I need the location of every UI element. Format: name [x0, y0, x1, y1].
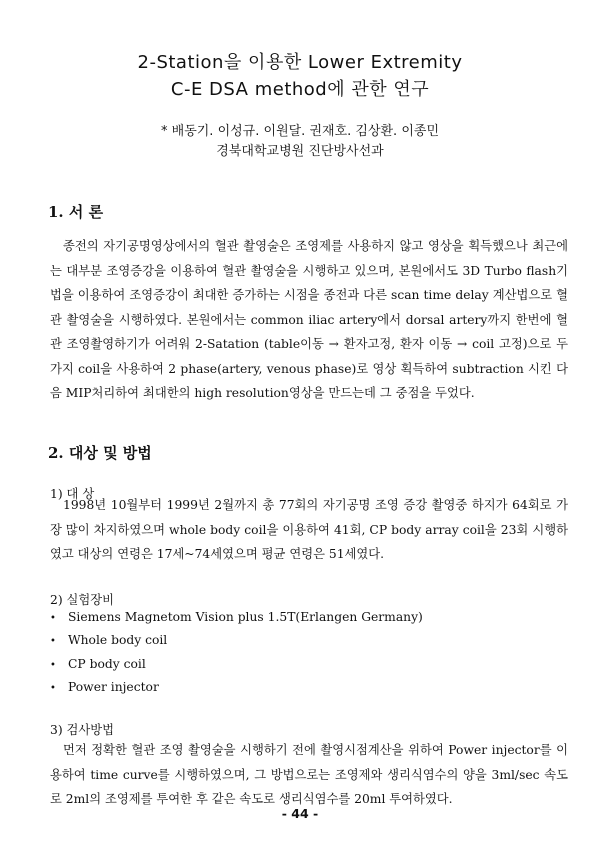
bullet-icon: •	[50, 682, 56, 694]
section-heading-methods: 2. 대상 및 방법	[48, 444, 152, 462]
list-item	[50, 629, 423, 652]
subsection-label-equipment: 2) 실험장비	[50, 593, 115, 607]
equipment-item-label: CP body coil	[68, 656, 146, 671]
equipment-item-label: Whole body coil	[68, 633, 168, 648]
introduction-paragraph: 종전의 자기공명영상에서의 혈관 촬영술은 조영제를 사용하지 않고 영상을 획득했으나 최근에는 대부분 조영증강을 이용하여 혈관 촬영술을 시행하고 있으며, 본원에서도 3D Turbo flash기법을 이용하여 조영증강이 최대한 증가하는 시점을 종전과 다른 scan time delay 계산법으로 혈관 촬영술을 시행하였다. 본원에서는 common iliac artery에서 dorsal artery까지 한번에 혈관 조영촬영하기가 어려워 2-Satation (table이동 → 환자고정, 환자 이동 → coil 고정)으로 두 가지 coil을 사용하여 2 phase(artery, venous phase)로 영상 획득하여 subtraction 시킨 다음 MIP처리하여 최대한의 high resolution영상을 만드는데 그 중점을 두었다.	[50, 239, 568, 400]
equipment-item-label: Power injector	[68, 679, 159, 694]
procedure-paragraph: 먼저 정확한 혈관 조영 촬영술을 시행하기 전에 촬영시점계산을 위하여 Power injector를 이용하여 time curve를 시행하였으며, 그 방법으로는 조영제와 생리식염수의 양을 3ml/sec 속도로 2ml의 조영제를 투여한 후 같은 속도로 생리식염수를 20ml 투여하였다.	[50, 743, 568, 806]
section-heading-introduction: 1. 서 론	[48, 203, 104, 221]
page-number: - 44 -	[281, 806, 319, 821]
list-item	[50, 653, 423, 676]
list-item	[50, 676, 423, 699]
subsection-label-procedure: 3) 검사방법	[50, 723, 115, 737]
subjects-paragraph: 1998년 10월부터 1999년 2월까지 총 77회의 자기공명 조영 증강 촬영중 하지가 64회로 가장 많이 차지하였으며 whole body coil을 이용하여 41회, CP body array coil을 23회 시행하였고 대상의 연령은 17세~74세였으며 평균 연령은 51세였다.	[50, 498, 568, 561]
bullet-icon: •	[50, 613, 56, 624]
equipment-item-label: Siemens Magnetom Vision plus 1.5T(Erlangen Germany)	[68, 610, 423, 624]
bullet-icon: •	[50, 636, 56, 648]
bullet-icon: •	[50, 659, 56, 671]
paper-title-line-2: C-E DSA method에 관한 연구	[170, 79, 430, 100]
equipment-list	[50, 606, 423, 699]
author-affiliation: 경북대학교병원 진단방사선과	[216, 144, 384, 159]
subsection-label-subjects: 1) 대 상	[50, 487, 95, 501]
list-item	[50, 606, 423, 629]
author-names: * 배동기. 이성규. 이원달. 권재호. 김상환. 이종민	[161, 124, 439, 139]
paper-title-line-1: 2-Station을 이용한 Lower Extremity	[137, 52, 463, 73]
